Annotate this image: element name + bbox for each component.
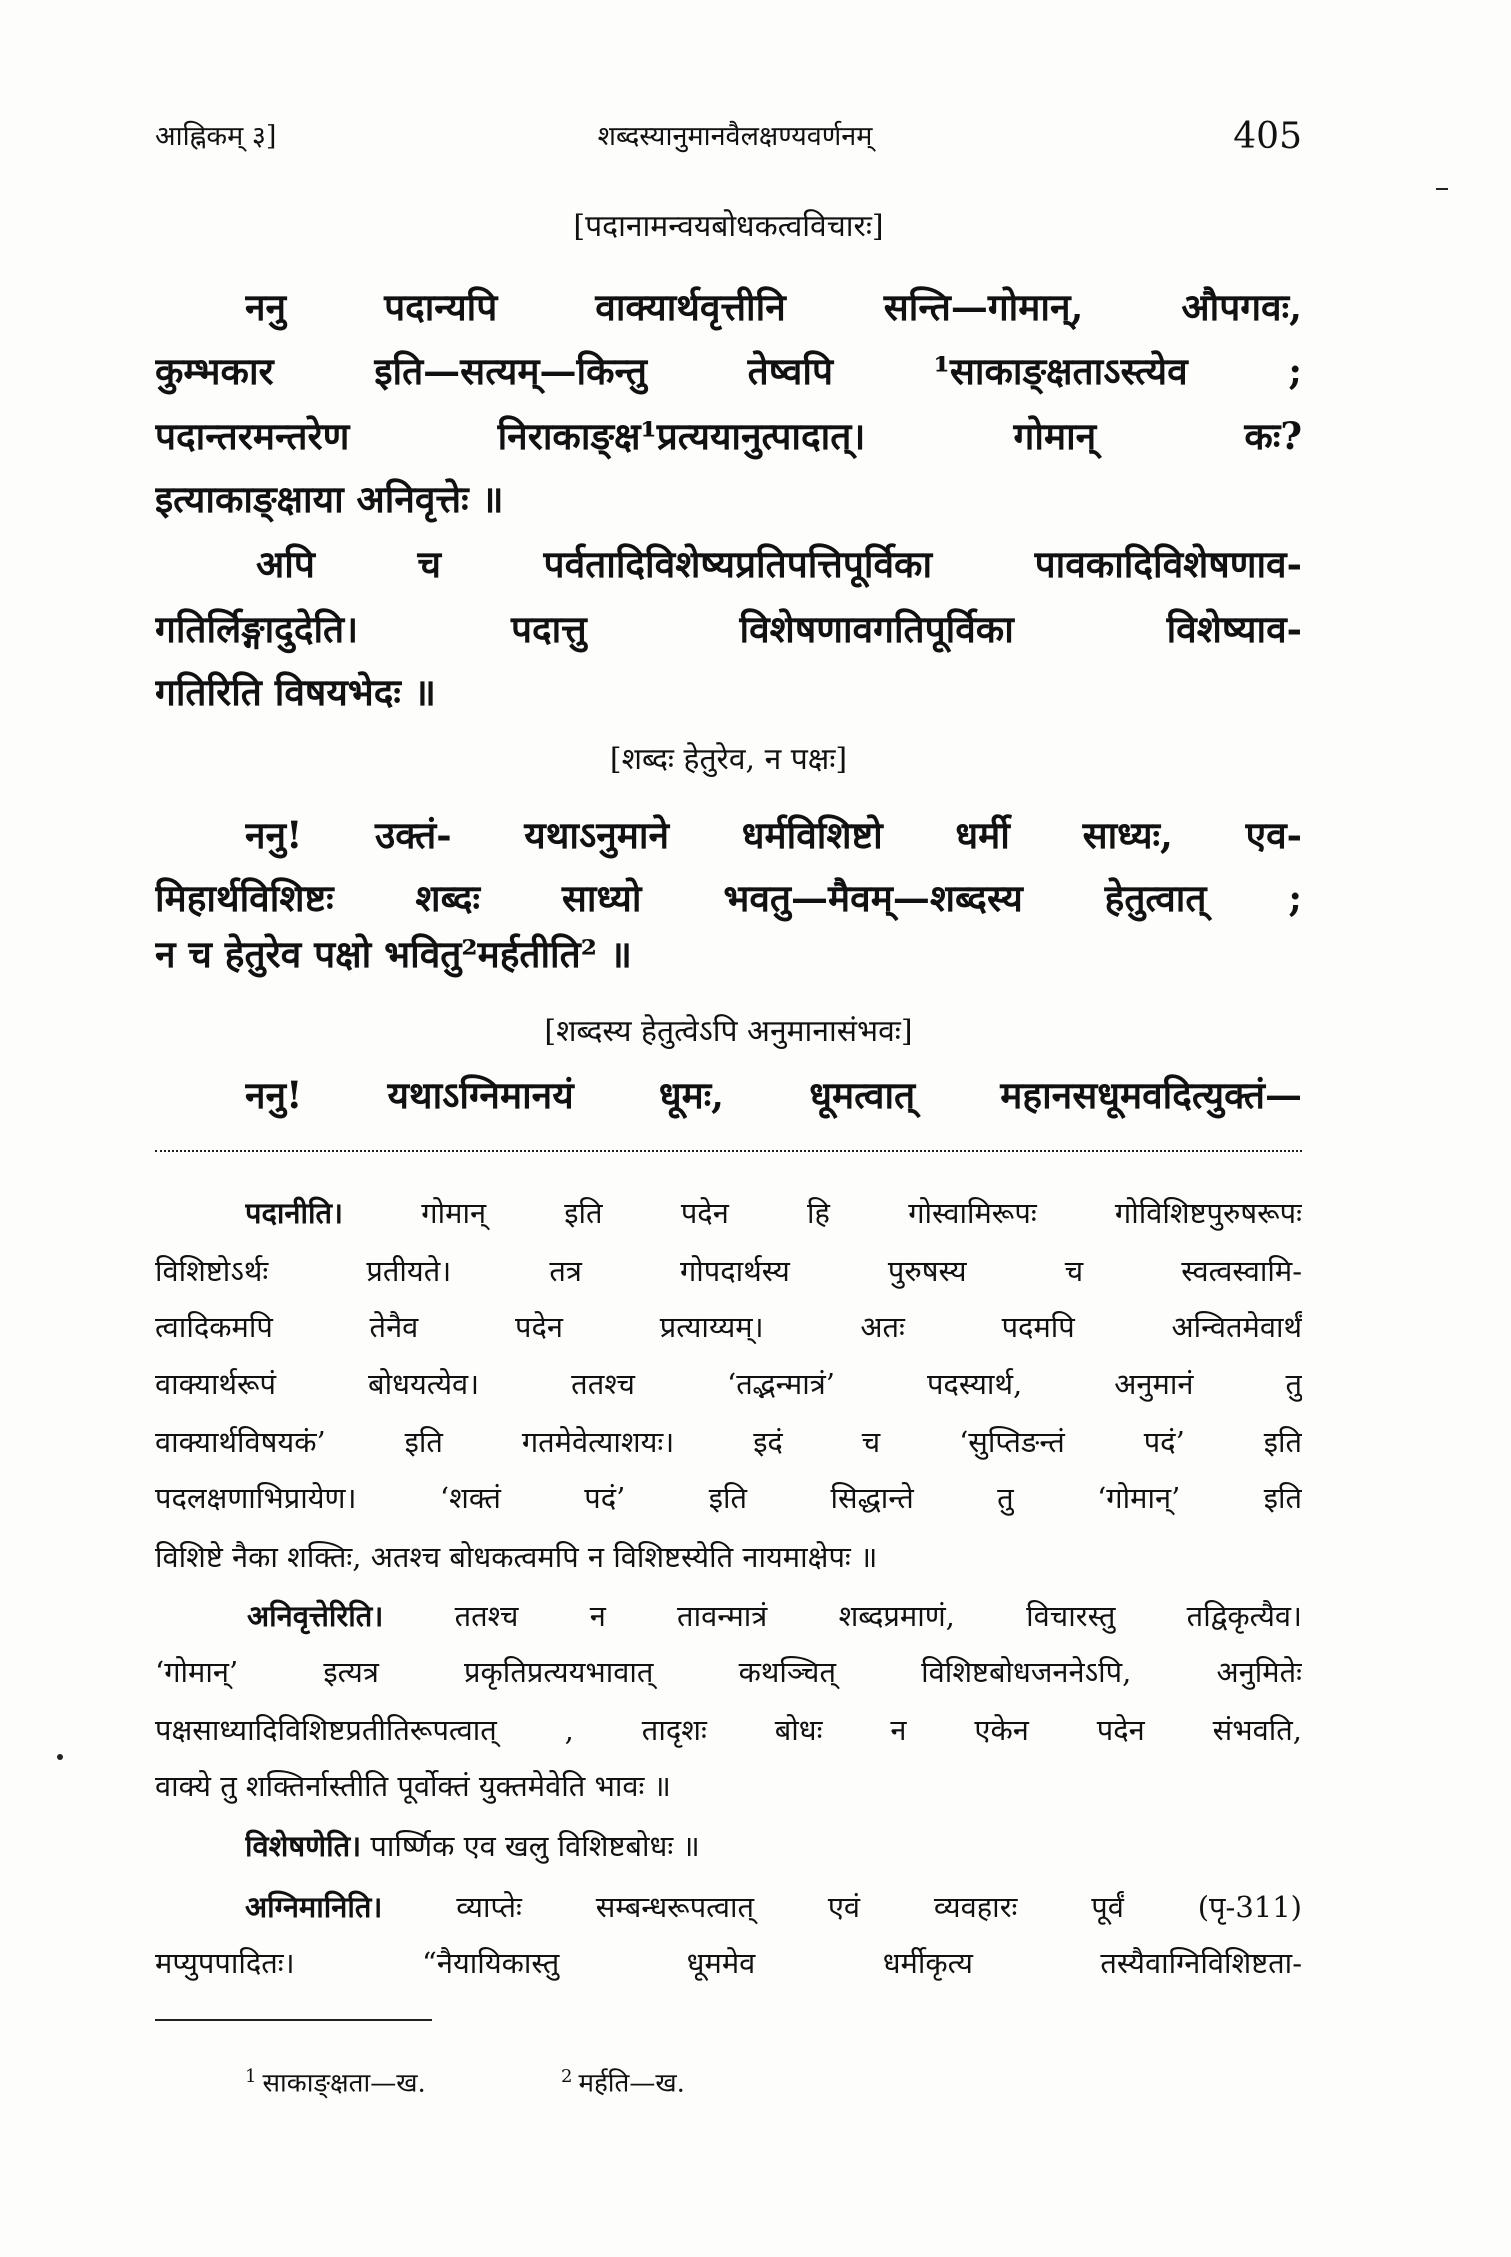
commentary-line: पक्षसाध्यादिविशिष्टप्रतीतिरूपत्वात् , तादृशः बोधः न एकेन पदेन संभवति,	[155, 1713, 1302, 1747]
commentary-line: विशिष्टोऽर्थः प्रतीयते। तत्र गोपदार्थस्य पुरुषस्य च स्वत्वस्वामि-	[155, 1254, 1302, 1288]
commentary-line: वाक्यार्थरूपं बोधयत्येव। ततश्च ‘तद्भन्मात्रं’ पदस्यार्थ, अनुमानं तु	[155, 1367, 1302, 1401]
commentary-lemma: विशेषणेति।	[245, 1829, 362, 1863]
text-line: कुम्भकार इति—सत्यम्—किन्तु तेष्वपि ¹साकाङ्क्षताऽस्त्येव ;	[155, 349, 1302, 393]
running-header-title: शब्दस्यानुमानवैलक्षण्यवर्णनम्	[597, 121, 873, 152]
commentary-text: ततश्च न तावन्मात्रं शब्दप्रमाणं, विचारस्तु तद्विकृत्यैव।	[454, 1599, 1302, 1633]
text-line: ननु! उक्तं- यथाऽनुमाने धर्मविशिष्टो धर्मी साध्यः, एव-	[245, 813, 1302, 857]
commentary-lemma: अनिवृत्तेरिति।	[247, 1599, 384, 1633]
commentary-line	[245, 1820, 1302, 1872]
commentary-text: पार्ष्णिक एव खलु विशिष्टबोधः ॥	[370, 1829, 700, 1863]
commentary-line: पदलक्षणाभिप्रायेण। ‘शक्तं पदं’ इति सिद्धान्ते तु ‘गोमान्’ इति	[155, 1481, 1302, 1515]
scan-speck	[57, 1754, 63, 1760]
commentary-line: विशिष्टे नैका शक्तिः, अतश्च बोधकत्वमपि न विशिष्टस्येति नायमाक्षेपः ॥	[155, 1540, 878, 1574]
footnote-mark: 2	[561, 2066, 573, 2087]
commentary-line	[247, 1590, 1302, 1642]
commentary-line	[245, 1187, 1302, 1239]
text-line: ननु पदान्यपि वाक्यार्थवृत्तीनि सन्ति—गोमान्, औपगवः,	[245, 285, 1302, 329]
section-heading: [शब्दस्य हेतुत्वेऽपि अनुमानासंभवः]	[544, 1014, 913, 1049]
text-line: गतिरिति विषयभेदः ॥	[155, 670, 436, 714]
text-line: न च हेतुरेव पक्षो भवितु²मर्हतीति² ॥	[155, 932, 632, 976]
commentary-line: वाक्ये तु शक्तिर्नास्तीति पूर्वोक्तं युक्तमेवेति भावः ॥	[155, 1769, 671, 1803]
scan-speck	[1436, 188, 1448, 190]
commentary-lemma: अग्निमानिति।	[245, 1890, 383, 1924]
text-line: पदान्तरमन्तरेण निराकाङ्क्ष¹प्रत्ययानुत्पादात्। गोमान् कः?	[155, 414, 1302, 458]
text-line: मिहार्थविशिष्टः शब्दः साध्यो भवतु—मैवम्—शब्दस्य हेतुत्वात् ;	[155, 876, 1302, 920]
section-heading: [शब्दः हेतुरेव, न पक्षः]	[609, 742, 848, 777]
footnote-text: साकाङ्क्षता—ख.	[262, 2068, 426, 2099]
running-header-left: आह्निकम् ३]	[155, 121, 277, 152]
commentary-line: वाक्यार्थविषयकं’ इति गतमेवेत्याशयः। इदं च ‘सुप्तिङन्तं पदं’ इति	[155, 1425, 1302, 1459]
section-heading: [पदानामन्वयबोधकत्वविचारः]	[573, 209, 884, 244]
footnote	[561, 2055, 685, 2099]
page-number: 405	[1233, 116, 1302, 157]
footnote-divider	[155, 2019, 432, 2021]
commentary-divider	[155, 1150, 1302, 1152]
footnote-text: मर्हति—ख.	[578, 2068, 685, 2099]
commentary-line: मप्युपपादितः। “नैयायिकास्तु धूममेव धर्मीकृत्य तस्यैवाग्निविशिष्टता-	[155, 1946, 1302, 1980]
commentary-line: ‘गोमान्’ इत्यत्र प्रकृतिप्रत्ययभावात् कथञ्चित् विशिष्टबोधजननेऽपि, अनुमितेः	[155, 1655, 1302, 1689]
footnote	[245, 2055, 426, 2099]
text-line: अपि च पर्वतादिविशेष्यप्रतिपत्तिपूर्विका पावकादिविशेषणाव-	[256, 542, 1302, 586]
text-line: ननु! यथाऽग्निमानयं धूमः, धूमत्वात् महानसधूमवदित्युक्तं—	[245, 1073, 1302, 1117]
commentary-text: गोमान् इति पदेन हि गोस्वामिरूपः गोविशिष्टपुरुषरूपः	[421, 1196, 1302, 1230]
commentary-line	[245, 1881, 1302, 1933]
commentary-line: त्वादिकमपि तेनैव पदेन प्रत्याय्यम्। अतः पदमपि अन्वितमेवार्थं	[155, 1310, 1302, 1344]
text-line: गतिर्लिङ्गादुदेति। पदात्तु विशेषणावगतिपूर्विका विशेष्याव-	[155, 607, 1302, 651]
commentary-lemma: पदानीति।	[245, 1196, 344, 1230]
footnote-mark: 1	[245, 2066, 257, 2087]
text-line: इत्याकाङ्क्षाया अनिवृत्तेः ॥	[155, 477, 504, 521]
commentary-text: व्याप्तेः सम्बन्धरूपत्वात् एवं व्यवहारः पूर्वं (पृ-311)	[456, 1890, 1302, 1924]
